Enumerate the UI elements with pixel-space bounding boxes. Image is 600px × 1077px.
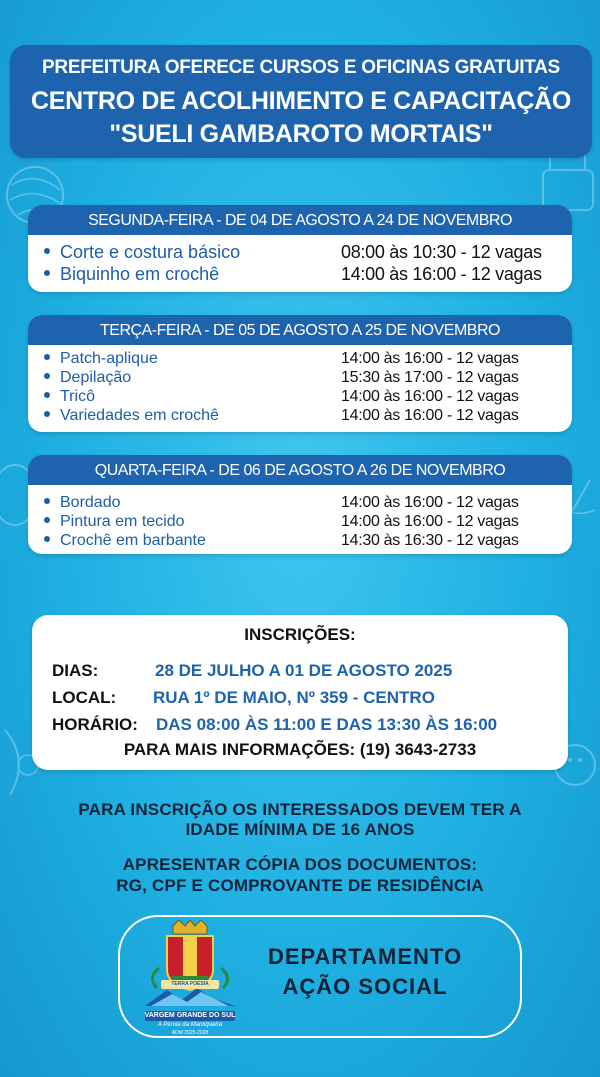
bullet-icon [44, 498, 50, 504]
age-requirement-line-2: IDADE MÍNIMA DE 16 ANOS [185, 820, 415, 839]
days-value: 28 DE JULHO A 01 DE AGOSTO 2025 [155, 661, 453, 680]
schedule-card-tuesday [28, 315, 572, 432]
schedule-card-wednesday [28, 455, 572, 554]
schedule-card-monday [28, 205, 572, 292]
department-line-1: DEPARTAMENTO [267, 944, 463, 969]
course-name: Crochê em barbante [44, 532, 206, 550]
course-row [28, 350, 572, 370]
age-requirement-line-1: PARA INSCRIÇÃO OS INTERESSADOS DEVEM TER A [78, 800, 522, 819]
registration-box [32, 615, 568, 770]
schedule-day-heading: SEGUNDA-FEIRA - DE 04 DE AGOSTO A 24 DE NOVEMBRO [28, 205, 572, 235]
hours-label: HORÁRIO: [52, 715, 138, 734]
course-row [28, 494, 572, 514]
bullet-icon [44, 248, 50, 254]
course-time: 08:00 às 10:30 - 12 vagas [341, 242, 542, 262]
bullet-icon [44, 354, 50, 360]
course-time: 14:30 às 16:30 - 12 vagas [341, 532, 519, 549]
contact-info: PARA MAIS INFORMAÇÕES: (19) 3643-2733 [123, 740, 477, 759]
course-time: 14:00 às 16:00 - 12 vagas [341, 264, 542, 284]
department-line-2: AÇÃO SOCIAL [282, 974, 448, 999]
documents-line-2: RG, CPF E COMPROVANTE DE RESIDÊNCIA [116, 876, 484, 895]
course-name: Variedades em crochê [44, 407, 219, 425]
course-row [28, 513, 572, 533]
city-crest-logo [137, 918, 243, 1040]
schedule-day-heading: TERÇA-FEIRA - DE 05 DE AGOSTO A 25 DE NOVEMBRO [28, 315, 572, 345]
course-time: 14:00 às 16:00 - 12 vagas [341, 494, 519, 511]
course-name: Biquinho em crochê [44, 264, 219, 285]
bullet-icon [44, 536, 50, 542]
course-time: 15:30 às 17:00 - 12 vagas [341, 369, 519, 386]
crest-admin: ADM 2025-2028 [171, 1030, 209, 1036]
course-row [28, 369, 572, 389]
bullet-icon [44, 517, 50, 523]
course-name: Corte e costura básico [44, 242, 240, 263]
course-row [28, 407, 572, 427]
course-name: Bordado [44, 494, 121, 512]
crest-slogan: A Pérola da Mantiqueira [157, 1022, 223, 1028]
course-time: 14:00 às 16:00 - 12 vagas [341, 513, 519, 530]
documents-line-1: APRESENTAR CÓPIA DOS DOCUMENTOS: [122, 855, 478, 874]
course-row [28, 264, 572, 284]
header-banner [10, 45, 592, 158]
location-label: LOCAL: [52, 688, 117, 707]
registration-title: INSCRIÇÕES: [244, 625, 356, 644]
course-name: Depilação [44, 369, 131, 387]
crest-ribbon: TERRA POESIA [161, 980, 219, 989]
days-label: DIAS: [52, 661, 99, 680]
header-line-3: "SUELI GAMBAROTO MORTAIS" [109, 120, 493, 148]
course-time: 14:00 às 16:00 - 12 vagas [341, 388, 519, 405]
course-time: 14:00 às 16:00 - 12 vagas [341, 350, 519, 367]
header-line-1: PREFEITURA OFERECE CURSOS E OFICINAS GRATUITAS [42, 57, 560, 78]
course-name: Patch-aplique [44, 350, 158, 368]
course-row [28, 532, 572, 552]
schedule-day-heading: QUARTA-FEIRA - DE 06 DE AGOSTO A 26 DE NOVEMBRO [28, 455, 572, 485]
course-name: Tricô [44, 388, 95, 406]
crest-city-name: VARGEM GRANDE DO SUL [144, 1012, 236, 1019]
course-time: 14:00 às 16:00 - 12 vagas [341, 407, 519, 424]
course-row [28, 388, 572, 408]
bullet-icon [44, 373, 50, 379]
course-row [28, 242, 572, 262]
hours-value: DAS 08:00 ÀS 11:00 E DAS 13:30 ÀS 16:00 [156, 715, 498, 734]
location-value: RUA 1º DE MAIO, Nº 359 - CENTRO [153, 688, 435, 707]
bullet-icon [44, 392, 50, 398]
bullet-icon [44, 411, 50, 417]
bullet-icon [44, 270, 50, 276]
coat-of-arms-icon [137, 918, 243, 1013]
header-line-2: CENTRO DE ACOLHIMENTO E CAPACITAÇÃO [31, 87, 571, 115]
course-name: Pintura em tecido [44, 513, 185, 531]
